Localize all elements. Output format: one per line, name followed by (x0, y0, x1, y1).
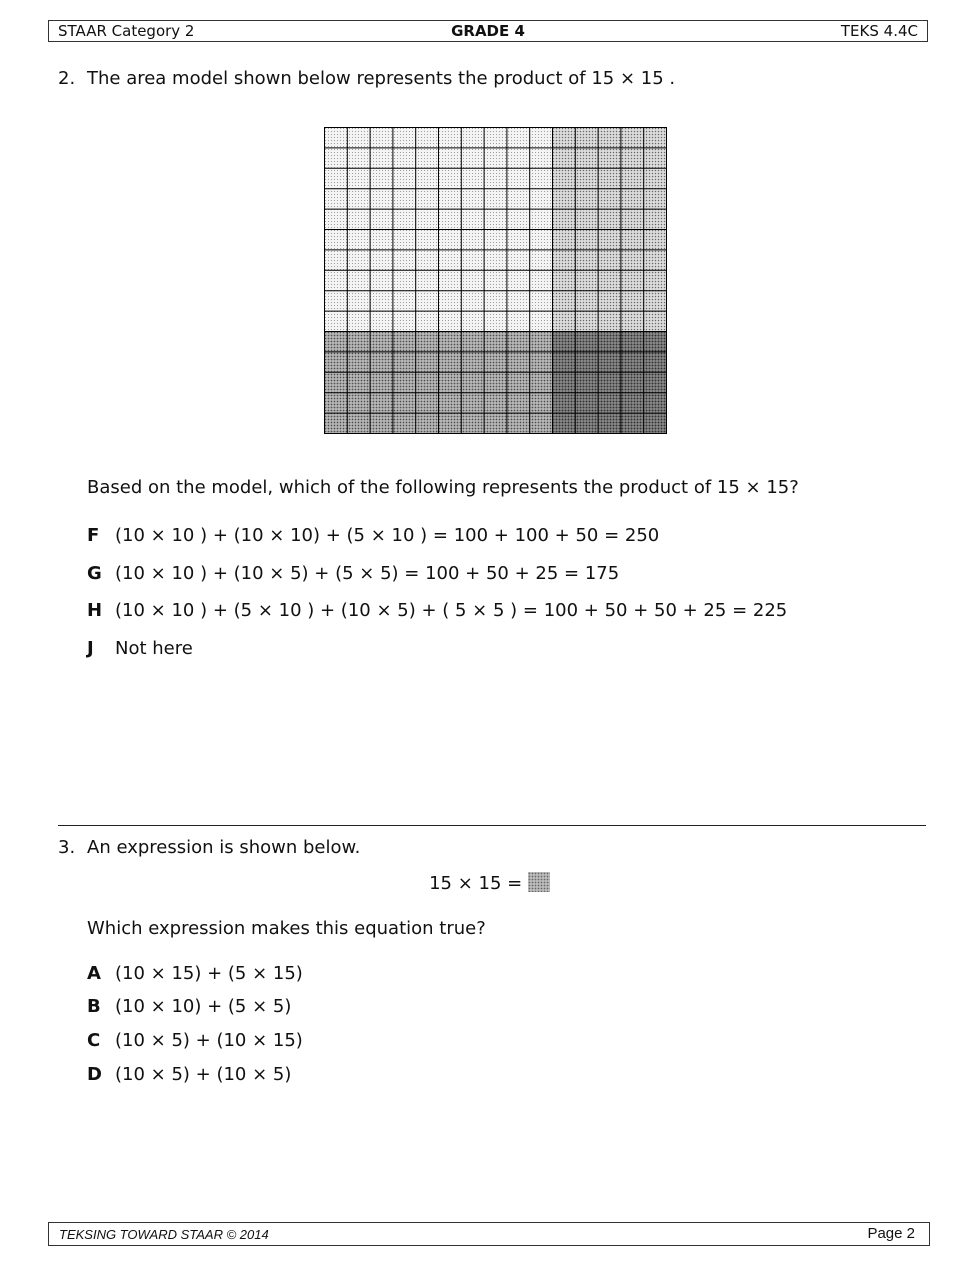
choice-letter: F (87, 525, 100, 546)
header-category: STAAR Category 2 (58, 22, 195, 40)
section-divider (58, 825, 926, 826)
expression-text: 15 × 15 = (429, 873, 523, 894)
choice-text: (10 × 15) + (5 × 15) (115, 963, 303, 984)
question-2-number: 2. (58, 68, 76, 89)
choice-text: Not here (115, 638, 193, 659)
question-2-prompt: The area model shown below represents the product of 15 × 15 . (87, 68, 676, 89)
choice-letter: G (87, 563, 102, 584)
expression-line (0, 872, 979, 896)
choice-letter: A (87, 963, 101, 984)
choice-text: (10 × 5) + (10 × 5) (115, 1064, 292, 1085)
area-model-grid (324, 127, 667, 434)
question-3-number: 3. (58, 837, 76, 858)
choice-letter: J (87, 638, 94, 659)
footer-page-number: Page 2 (867, 1225, 915, 1242)
header-teks: TEKS 4.4C (840, 22, 918, 40)
choice-letter: D (87, 1064, 102, 1085)
choice-text: (10 × 10 ) + (5 × 10 ) + (10 × 5) + ( 5 × 5 ) = 100 + 50 + 50 + 25 = 225 (115, 600, 788, 621)
choice-letter: B (87, 996, 101, 1017)
choice-letter: C (87, 1030, 101, 1051)
header-grade: GRADE 4 (451, 22, 525, 40)
choice-text: (10 × 10 ) + (10 × 5) + (5 × 5) = 100 + 50 + 25 = 175 (115, 563, 620, 584)
page-footer (48, 1222, 930, 1246)
question-3-prompt: An expression is shown below. (87, 837, 361, 858)
question-2-question: Based on the model, which of the following represents the product of 15 × 15? (87, 477, 799, 498)
choice-text: (10 × 10 ) + (10 × 10) + (5 × 10 ) = 100 + 100 + 50 = 250 (115, 525, 660, 546)
footer-copyright: TEKSING TOWARD STAAR © 2014 (59, 1227, 269, 1242)
question-3-question: Which expression makes this equation true? (87, 918, 486, 939)
choice-text: (10 × 5) + (10 × 15) (115, 1030, 303, 1051)
page-header (48, 20, 928, 42)
answer-blank-box (528, 872, 550, 892)
region-5x5 (553, 332, 667, 434)
choice-text: (10 × 10) + (5 × 5) (115, 996, 292, 1017)
choice-letter: H (87, 600, 103, 621)
